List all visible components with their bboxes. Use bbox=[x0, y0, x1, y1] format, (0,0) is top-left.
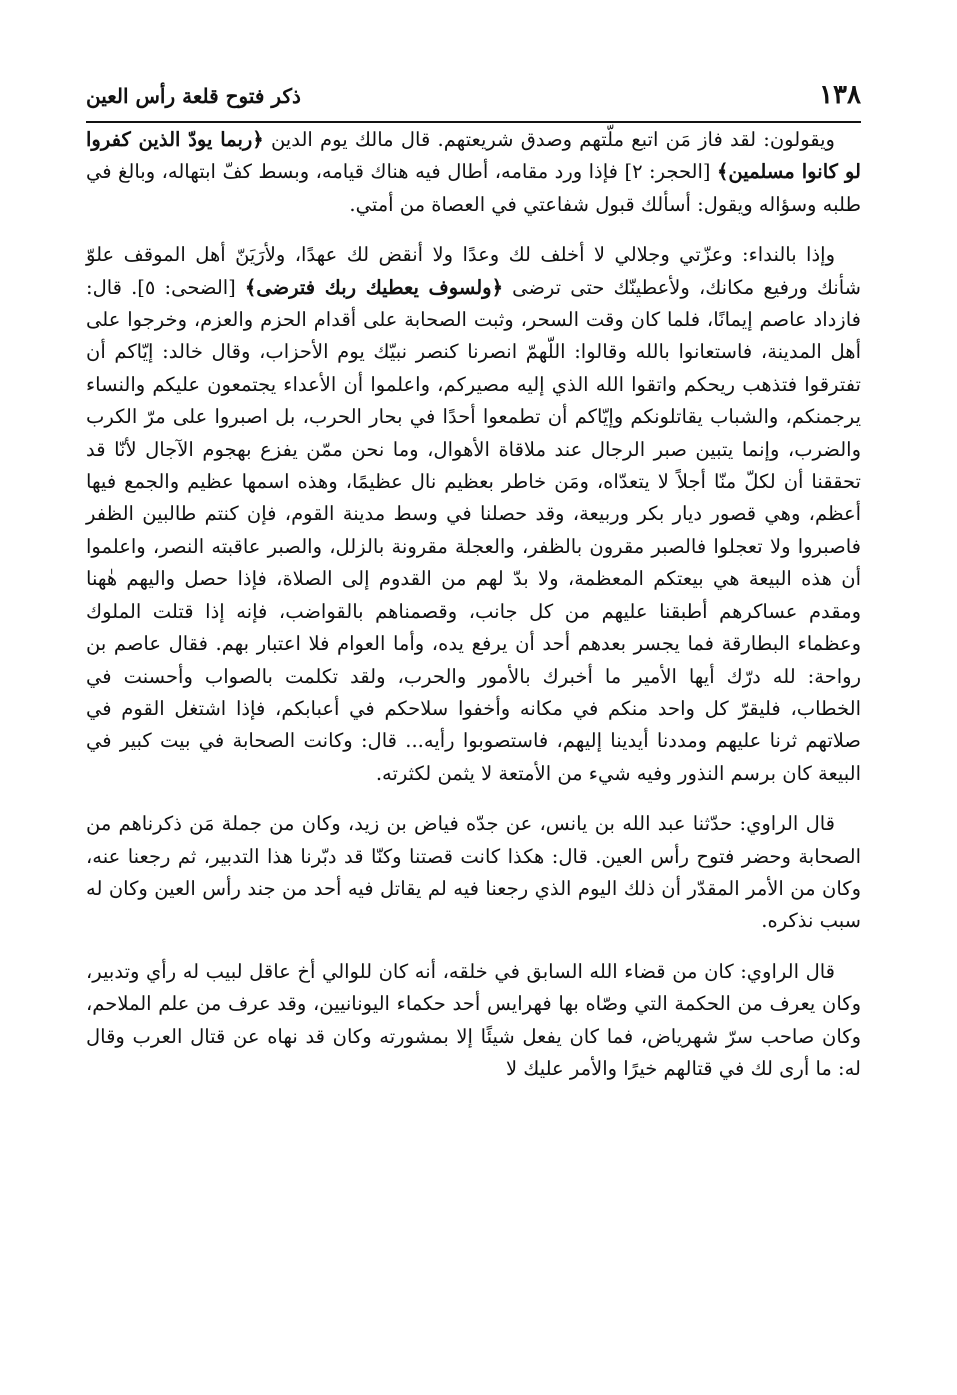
quran-quote-ad-duha: ﴿ولسوف يعطيك ربك فترضى﴾ bbox=[244, 275, 504, 299]
paragraph-1-text-a: ويقولون: لقد فاز مَن اتبع ملّتهم وصدق شريعتهم. قال مالك يوم الدين bbox=[263, 128, 835, 151]
header-title: ذكر فتوح قلعة رأس العين bbox=[86, 84, 301, 108]
running-header bbox=[86, 78, 861, 116]
paragraph-2-text-b: قال: فازداد عاصم إيمانًا، فلما كان وقت السحر، وثبت الصحابة على أقدام الحزم والعزم، وخرجوا على أهل المدينة، فاستعانوا بالله وقالوا: اللّهمّ انصرنا كنصر نبيّك يوم الأحزاب، وقال خالد: إيّاكم أن تفترقوا فتذهب ريحكم واتقوا الله الذي إليه مصيركم، واعلموا أن الأعداء يجتمعون عليكم والنساء يرجمنكم، والشباب يقاتلونكم وإيّاكم أن تطمعوا أحدًا في بحار الحرب، بل اصبروا على مرّ الكرب والضرب، وإنما يتبين صبر الرجال عند ملاقاة الأهوال، وما نحن ممّن يفزع بهجوم الآجال لأنّا قد تحققنا أن لكلّ منّا أجلاً لا يتعدّاه، ومَن خاطر بعظيم نال عظيمًا، وهذه اسمها عظيم والجمع فيها أعظم، وهي قصور ديار بكر وربيعة، وقد حصلنا في وسط مدينة القوم، فإن كنتم طالبين الظفر فاصبروا ولا تعجلوا فالصبر مقرون بالظفر، والعجلة مقرونة بالزلل، والصبر عاقبته النصر، واعلموا أن هذه البيعة هي بيعتكم المعظمة، ولا بدّ لهم من القدوم إلى الصلاة، فإذا حصل واليهم هٰهنا ومقدم عساكرهم أطبقنا عليهم من كل جانب، وقصمناهم بالقواضب، فإنه إذا قتلت الملوك وعظماء البطارقة فما يجسر بعدهم أحد أن يرفع يده، وأما العوام فلا اعتبار بهم. فقال عاصم بن رواحة: لله درّك أيها الأمير ما أخبرك بالأمور والحرب، ولقد تكلمت بالصواب وأحسنت في الخطاب، فليقرّ كل واحد منكم في مكانه وأخفوا سلاحكم في أعبابكم، فإذا اشتغل القوم في صلاتهم ثرنا عليهم ومددنا أيدينا إليهم، فاستصوبوا رأيه... قال: وكانت الصحابة في بيت كبير في البيعة كان برسم النذور وفيه شيء من الأمتعة لا يثمن لكثرته. bbox=[86, 275, 861, 785]
paragraph-1-text-b: فإذا ورد مقامه، أطال فيه هناك قيامه، وبسط كفّ ابتهاله، وبالغ في طلبه وسؤاله ويقول: أسألك قبول شفاعتي في العصاة من أمتي. bbox=[86, 160, 861, 216]
paragraph-2-text-a: وإذا بالنداء: وعزّتي وجلالي لا أخلف لك وعدًا ولا أنقض لك عهدًا، ولأرَيَنّ أهل الموقف علوّ شأنك ورفيع مكانك، ولأعطينّك حتى ترضى bbox=[86, 243, 861, 299]
quran-reference-al-hijr: [الحجر: ٢] bbox=[617, 160, 717, 184]
quran-reference-ad-duha: [الضحى: ٥]. bbox=[122, 275, 245, 299]
paragraph-1 bbox=[86, 124, 861, 221]
paragraph-3: قال الراوي: حدّثنا عبد الله بن يانس، عن جدّه فياض بن زيد، وكان من جملة مَن ذكرناهم من الصحابة وحضر فتوح رأس العين. قال: هكذا كانت قصتنا وكنّا قد دبّرنا هذا التدبير، ثم رجعنا عنه، وكان من الأمر المقدّر أن ذلك اليوم الذي رجعنا فيه لم يقاتل فيه أحد من جند رأس العين وكان له سبب نذكره. bbox=[86, 812, 861, 933]
body-text bbox=[86, 124, 861, 1085]
paragraph-2 bbox=[86, 239, 861, 790]
paragraph-4: قال الراوي: كان من قضاء الله السابق في خلقه، أنه كان للوالي أخ عاقل لبيب له رأي وتدبير، وكان يعرف من الحكمة التي وصّاه بها فهرايس أحد حكماء اليونانيين، وقد عرف من علم الملاحم، وكان صاحب سرّ شهرياض، فما كان يفعل شيئًا إلا بمشورته وكان قد نهاه عن قتال العرب وقال له: ما أرى لك في قتالهم خيرًا والأمر عليك لا bbox=[86, 959, 861, 1080]
page-number: ١٣٨ bbox=[819, 80, 861, 110]
header-rule bbox=[86, 121, 861, 123]
quran-quote-al-hijr: ﴿ربما يودّ الذين كفروا لو كانوا مسلمين﴾ bbox=[86, 128, 861, 184]
